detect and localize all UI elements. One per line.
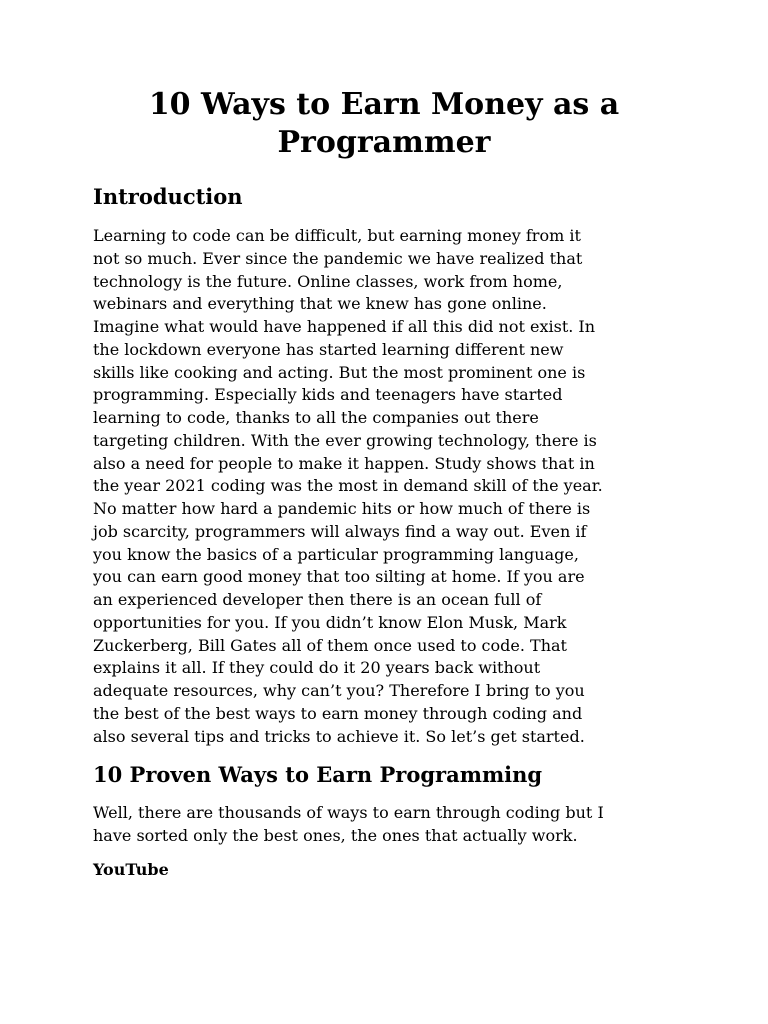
paragraph-line: have sorted only the best ones, the ones that actually work. xyxy=(93,825,578,845)
paragraph-line: targeting children. With the ever growing technology, there is xyxy=(93,430,597,450)
paragraph-line: Imagine what would have happened if all this did not exist. In xyxy=(93,317,596,336)
paragraph-line: also several tips and tricks to achieve it. So let’s get started. xyxy=(93,726,585,746)
paragraph-line: learning to code, thanks to all the companies out there xyxy=(93,408,539,427)
paragraph-line: opportunities for you. If you didn’t know Elon Musk, Mark xyxy=(93,612,567,632)
proven-ways-paragraph xyxy=(93,802,683,848)
document-title xyxy=(92,86,676,162)
paragraph-line: the lockdown everyone has started learning different new xyxy=(93,339,564,359)
document-title-line: Programmer xyxy=(277,125,491,160)
paragraph-line: job scarcity, programmers will always find a way out. Even if xyxy=(93,521,587,541)
introduction-paragraph xyxy=(93,225,683,748)
paragraph-line: you can earn good money that too silting at home. If you are xyxy=(93,567,585,587)
paragraph-line: an experienced developer then there is an ocean full of xyxy=(93,590,542,609)
paragraph-line: programming. Especially kids and teenagers have started xyxy=(93,385,563,405)
paragraph-line: explains it all. If they could do it 20 years back without xyxy=(93,658,541,678)
proven-ways-heading: 10 Proven Ways to Earn Programming xyxy=(93,762,543,787)
document-title-line: 10 Ways to Earn Money as a xyxy=(148,87,620,122)
paragraph-line: Well, there are thousands of ways to earn through coding but I xyxy=(93,803,604,822)
paragraph-line: not so much. Ever since the pandemic we have realized that xyxy=(93,248,583,268)
paragraph-line: Zuckerberg, Bill Gates all of them once used to code. That xyxy=(93,635,567,655)
youtube-subheading: YouTube xyxy=(93,860,169,879)
introduction-heading: Introduction xyxy=(93,184,243,209)
paragraph-line: also a need for people to make it happen. Study shows that in xyxy=(93,453,595,473)
paragraph-line: No matter how hard a pandemic hits or how much of there is xyxy=(93,499,591,518)
paragraph-line: the year 2021 coding was the most in demand skill of the year. xyxy=(93,476,603,496)
paragraph-line: the best of the best ways to earn money through coding and xyxy=(93,703,583,723)
paragraph-line: adequate resources, why can’t you? Therefore I bring to you xyxy=(93,681,585,700)
paragraph-line: Learning to code can be difficult, but earning money from it xyxy=(93,226,581,245)
paragraph-line: technology is the future. Online classes, work from home, xyxy=(93,271,563,291)
paragraph-line: webinars and everything that we knew has gone online. xyxy=(93,294,547,314)
paragraph-line: you know the basics of a particular programming language, xyxy=(93,544,579,564)
paragraph-line: skills like cooking and acting. But the most prominent one is xyxy=(93,362,586,382)
